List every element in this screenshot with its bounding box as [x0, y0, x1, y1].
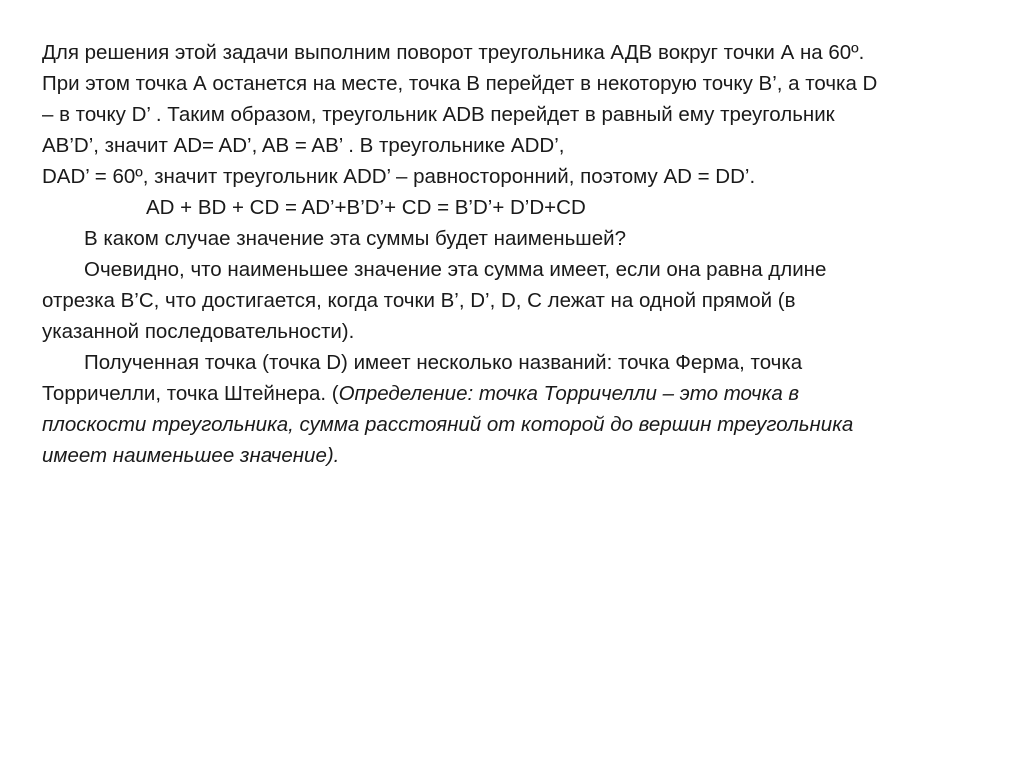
definition-line-3: имеет наименьшее значение).: [42, 444, 340, 467]
formula-line: AD + BD + CD = AD’+B’D’+ CD = B’D’+ D’D+CD: [146, 196, 586, 219]
body-text: [42, 37, 1002, 471]
text-line-12-plain: Торричелли, точка Штейнера. (: [42, 382, 339, 405]
text-line-5: DAD’ = 60º, значит треугольник ADD’ – равносторонний, поэтому AD = DD’.: [42, 165, 756, 188]
text-line-9: отрезка В’С, что достигается, когда точки В’, D’, D, C лежат на одной прямой (в: [42, 289, 796, 312]
text-line-2: При этом точка А останется на месте, точка В перейдет в некоторую точку В’, а точка D: [42, 72, 878, 95]
text-line-4: AB’D’, значит AD= AD’, AB = AB’ . В треугольнике ADD’,: [42, 134, 565, 157]
definition-start: Определение: точка Торричелли – это точка в: [338, 382, 800, 405]
definition-line-2: плоскости треугольника, сумма расстояний от которой до вершин треугольника: [42, 413, 854, 436]
text-line-10: указанной последовательности).: [42, 320, 355, 343]
text-line-11: Полученная точка (точка D) имеет несколько названий: точка Ферма, точка: [84, 351, 803, 374]
question-line: В каком случае значение эта суммы будет наименьшей?: [84, 227, 626, 250]
text-line-1: Для решения этой задачи выполним поворот треугольника АДВ вокруг точки А на 60º.: [42, 41, 865, 64]
text-line-8: Очевидно, что наименьшее значение эта сумма имеет, если она равна длине: [84, 258, 827, 281]
text-line-3: – в точку D’ . Таким образом, треугольник ADB перейдет в равный ему треугольник: [42, 103, 835, 126]
text-line-12: [42, 378, 1002, 409]
